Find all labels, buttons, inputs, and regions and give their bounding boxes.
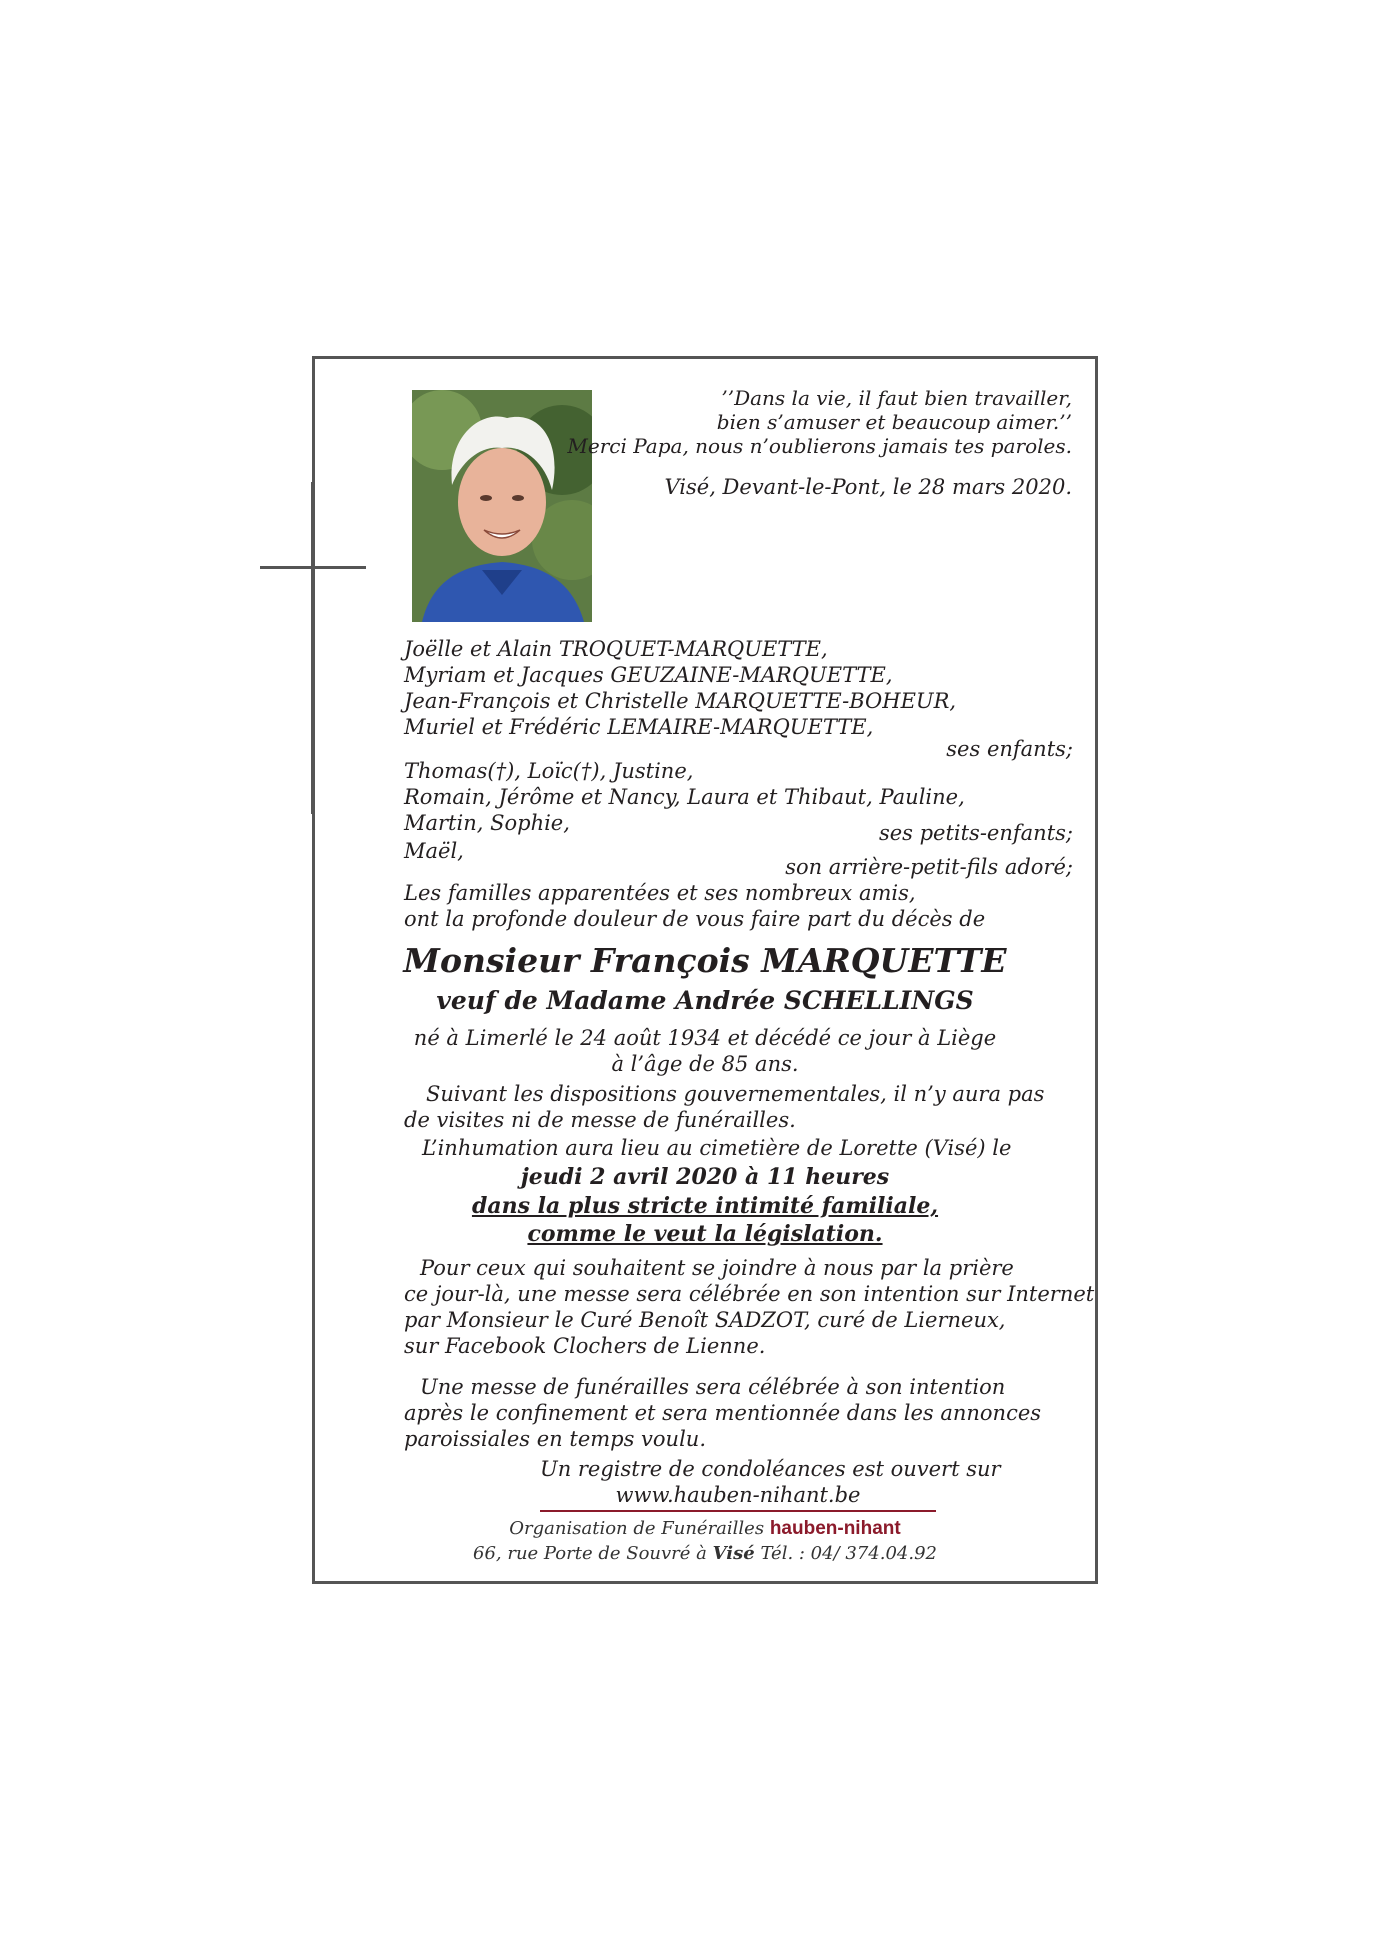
child-line: Myriam et Jacques GEUZAINE-MARQUETTE, [404, 663, 893, 687]
quote [567, 386, 1072, 458]
portrait-photo [412, 390, 592, 622]
great-grandchild-label: son arrière-petit-fils adoré; [785, 855, 1073, 879]
grandchildren-label: ses petits-enfants; [878, 821, 1073, 845]
register-text [540, 1456, 1001, 1508]
organisation-label: Organisation de Funérailles [509, 1518, 765, 1539]
later-mass-line: Une messe de funérailles sera célébrée à son intention [420, 1375, 1006, 1399]
widower-of: veuf de Madame Andrée SCHELLINGS [436, 986, 974, 1015]
brand-logo: hauben-nihant [769, 1518, 901, 1539]
later-mass-line: paroissiales en temps voulu. [404, 1427, 706, 1451]
dispositions-line: de visites ni de messe de funérailles. [404, 1108, 796, 1132]
prayer-line: ce jour-là, une messe sera célébrée en son intention sur Internet [404, 1282, 1095, 1306]
later-mass-line: après le confinement et sera mentionnée dans les annonces [404, 1401, 1042, 1425]
grandchild-line: Martin, Sophie, [404, 811, 570, 835]
families-line: Les familles apparentées et ses nombreux amis, [404, 881, 916, 905]
child-line: Muriel et Frédéric LEMAIRE-MARQUETTE, [404, 715, 874, 739]
children-list [404, 636, 956, 740]
grandchild-line: Romain, Jérôme et Nancy, Laura et Thibaut, Pauline, [404, 785, 965, 809]
child-line: Joëlle et Alain TROQUET-MARQUETTE, [404, 637, 828, 661]
phone: Tél. : 04/ 374.04.92 [760, 1543, 937, 1564]
prayer-line: par Monsieur le Curé Benoît SADZOT, curé de Lierneux, [404, 1308, 1006, 1332]
register-url[interactable]: www.hauben-nihant.be [615, 1483, 861, 1507]
cross-icon-vertical [311, 482, 314, 814]
quote-line-2: bien s’amuser et beaucoup aimer.’’ [716, 410, 1072, 434]
later-mass-text [404, 1374, 1041, 1452]
intimacy-line-2: comme le veut la législation. [527, 1221, 883, 1247]
prayer-text [404, 1255, 1094, 1359]
quote-line-3: Merci Papa, nous n’oublierons jamais tes paroles. [567, 434, 1072, 458]
burial-text: L’inhumation aura lieu au cimetière de Lorette (Visé) le [422, 1136, 1012, 1160]
families-line: ont la profonde douleur de vous faire part du décès de [404, 907, 986, 931]
cross-icon-horizontal [260, 566, 366, 569]
address-prefix: 66, rue Porte de Souvré à [473, 1543, 707, 1564]
families-text [404, 880, 985, 932]
footer-rule [540, 1510, 936, 1512]
prayer-line: sur Facebook Clochers de Lienne. [404, 1334, 766, 1358]
dispositions-line: Suivant les dispositions gouvernementales, il n’y aura pas [426, 1082, 1045, 1106]
register-line: Un registre de condoléances est ouvert sur [540, 1457, 1001, 1481]
portrait-illustration [412, 390, 592, 622]
birth-death-line: né à Limerlé le 24 août 1934 et décédé ce jour à Liège [413, 1026, 997, 1050]
burial-date: jeudi 2 avril 2020 à 11 heures [520, 1164, 890, 1190]
children-label: ses enfants; [946, 737, 1073, 761]
birth-death [312, 1025, 1098, 1077]
grandchild-line: Thomas(†), Loïc(†), Justine, [404, 759, 694, 783]
footer-organisation [312, 1517, 1098, 1541]
quote-line-1: ’’Dans la vie, il faut bien travailler, [721, 386, 1072, 410]
address-city: Visé [712, 1543, 755, 1564]
deceased-name: Monsieur François MARQUETTE [403, 941, 1007, 980]
dispositions [404, 1081, 1044, 1133]
place-date: Visé, Devant-le-Pont, le 28 mars 2020. [664, 475, 1072, 499]
birth-death-line: à l’âge de 85 ans. [611, 1052, 799, 1076]
great-grandchild: Maël, [404, 839, 464, 863]
child-line: Jean-François et Christelle MARQUETTE-BOHEUR, [404, 689, 957, 713]
prayer-line: Pour ceux qui souhaitent se joindre à nous par la prière [420, 1256, 1014, 1280]
footer-address [312, 1542, 1098, 1566]
intimacy-line-1: dans la plus stricte intimité familiale, [471, 1193, 939, 1219]
